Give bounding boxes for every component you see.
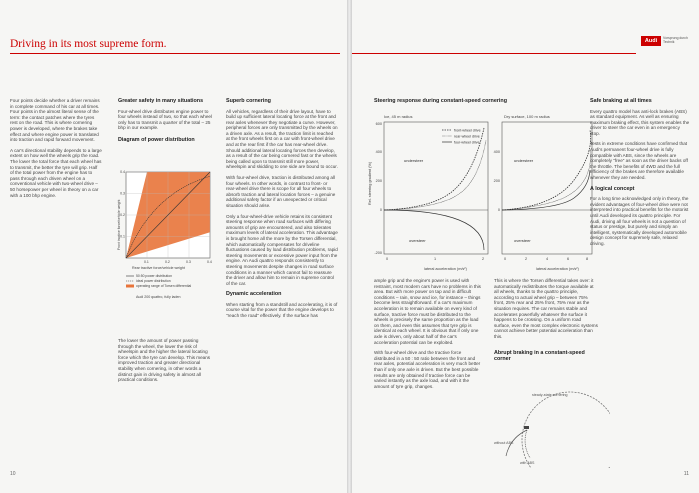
- paragraph: Tests in extreme conditions have confirmed that Audi's permanent four-wheel drive is fully compatible with ABS, since the wheels are completely "free" as soon as the driver backs off the throttle. The benefits of 4WD and the full efficiency of the brakes are therefore available whenever they are needed.: [590, 141, 688, 181]
- paragraph: With four-wheel drive and the tractive force distributed in a 50 : 50 ratio between the front and rear axles, potential acceleration is very much better than if only one axle is driven. But the best possible results are only obtained if tractive force can be varied instantly as the axle load, and with it the amount of tyre grip, changes.: [374, 350, 481, 389]
- graph-heading-block: [374, 98, 524, 109]
- legend-ideal: ideal power distribution: [136, 279, 171, 284]
- y-axis-label: Front tractive force/vehicle weight: [117, 199, 121, 250]
- power-distribution-diagram: [116, 162, 216, 340]
- x-tick-label: 0.2: [165, 260, 170, 264]
- section-heading: A logical concept: [590, 185, 635, 192]
- x-tick: 0: [504, 257, 507, 261]
- left-col-2-lower: [118, 338, 214, 388]
- section-heading: Abrupt braking in a constant-speed corner: [494, 349, 585, 363]
- circle-label-with: with ABS: [520, 461, 535, 465]
- braking-circle-diagram: [490, 378, 610, 468]
- left-col-3: [226, 98, 338, 324]
- legend-fwd: front-wheel drive: [454, 128, 481, 133]
- y-tick: 0: [497, 208, 500, 212]
- curve-fwd-right: [502, 130, 591, 210]
- right-col-1: [374, 278, 482, 394]
- section-heading: Superb cornering: [226, 98, 271, 104]
- x-axis-label: lateral acceleration (m/s²): [424, 267, 467, 271]
- y-tick: 0: [379, 208, 382, 212]
- right-col-3: [590, 98, 690, 251]
- right-panel-frame: [502, 122, 592, 254]
- right-subtitle: Dry surface, 100 m radius: [504, 114, 550, 119]
- title-rule: [10, 53, 340, 54]
- paragraph: Every quattro model has anti-lock brakes (ABS) as standard equipment. As well as ensuring maximum braking effect, this system enables the driver to steer the car even in an emergency stop.: [590, 108, 690, 136]
- audi-logo: [641, 36, 691, 52]
- understeer-label: understeer: [514, 158, 534, 163]
- oversteer-label: oversteer: [514, 238, 531, 243]
- steering-response-graph: [364, 110, 594, 275]
- left-page: [0, 0, 347, 493]
- x-tick: 4: [546, 257, 549, 261]
- oversteer-label: oversteer: [409, 238, 426, 243]
- understeer-label: understeer: [404, 158, 424, 163]
- paragraph: With four-wheel drive, traction is distributed among all four wheels. In other words, in contrast to front- or rear-wheel drive there is scope for all four wheels to absorb traction and lateral location forces – a genuine additional safety factor if an unexpected or critical situation should arise.: [226, 175, 336, 208]
- legend-4wd: four-wheel drive: [454, 140, 480, 145]
- paragraph: This is where the Torsen differential takes over: it automatically redistributes the torque available at all wheels, thanks to the quattro principle, according to actual wheel grip – between 75% front, 25% rear and 25% front, 75% rear as the situation requires. The car remains stable and accelerates powerfully whatever the surface it happens to be crossing. On a uniform road surface, even the most complex electronic systems cannot achieve better potential acceleration than this.: [494, 278, 598, 339]
- logo-slogan: Vorsprung durch Technik: [663, 36, 688, 45]
- paragraph: Four points decide whether a driver remains in complete command of his car at all times. Four points in the almost literal sense of the term: the contact patches where the tyres rest on the road. This is where cornering power is developed, where the brakes take effect and where engine power is translated into traction and rapid forward movement.: [10, 98, 100, 143]
- x-tick-label: 0.4: [207, 260, 212, 264]
- x-tick: 1: [434, 257, 437, 261]
- x-tick-label: 0.1: [144, 260, 149, 264]
- paragraph: When starting from a standstill and accelerating, it is of course vital for the power that the engine develops to "reach the road" effectively. If the surface has: [226, 301, 338, 318]
- page-title: Driving in its most supreme form.: [10, 38, 167, 50]
- legend-50-50: 50:50 power distribution: [136, 274, 173, 279]
- x-tick-label: 0.3: [186, 260, 191, 264]
- logo-badge: Audi: [641, 36, 661, 46]
- legend-rwd: rear-wheel drive: [454, 134, 480, 139]
- x-tick: 2: [482, 257, 485, 261]
- x-tick: 2: [525, 257, 528, 261]
- legend-swatch-torsen: [126, 285, 134, 288]
- circle-label-without: without ABS: [494, 441, 514, 445]
- x-axis-label: lateral acceleration (m/s²): [536, 267, 579, 271]
- cornering-circle: [522, 392, 610, 468]
- left-col-2: [118, 98, 214, 147]
- right-col-2: [494, 278, 598, 367]
- page-number: 10: [10, 471, 16, 477]
- y-tick-label: 0.4: [120, 170, 125, 174]
- y-tick: -200: [374, 251, 382, 255]
- x-tick: 8: [586, 257, 589, 261]
- y-tick-label: 0.3: [120, 191, 125, 196]
- paragraph: Only a four-wheel-drive vehicle retains its consistent steering response when road surfaces with differing amounts of grip are encountered, and also tolerates maximum levels of lateral acceleration. This advantage is brought home all the more by the Torsen differential, which automatically compensates for driveline fluctuations caused by load distribution problems, rapid steering movements or excessive power input from the engine. An Audi quattro responds consistently to steering movements despite changes in road surface conditions in a manner which cannot fail to reassure the driver and allow him to remain in supreme control of the car.: [226, 213, 338, 286]
- section-heading: Greater safety in many situations: [118, 98, 204, 104]
- y-tick: 200: [375, 179, 382, 183]
- y-tick-label: 0.1: [120, 234, 125, 239]
- paragraph: Four-wheel drive distributes engine power to four wheels instead of two, so that each wheel only has to transmit a quarter of the total – 25 bhp in our example.: [118, 108, 212, 131]
- section-heading: Dynamic acceleration: [226, 291, 282, 298]
- right-page: [352, 0, 699, 493]
- paragraph: A car's directional stability depends to a large extent on how well the wheels grip the road. The lower the total force that each wheel has to transmit, the better the tyre will grip. Half of the total power from the engine has to pass through each driven wheel on a conventional vehicle with two-wheel drive – 50 horsepower per wheel in theory on a car with a 100 bhp engine.: [10, 147, 102, 198]
- diagram-caption: Audi 200 quattro, fully laden: [136, 295, 181, 299]
- x-tick: 0: [386, 257, 389, 261]
- y-tick: 600: [375, 122, 382, 126]
- diagram-title: Diagram of power distribution: [118, 136, 195, 143]
- y-tick: 400: [375, 150, 382, 154]
- y-tick: 200: [493, 179, 500, 183]
- paragraph: For a long time acknowledged only in theory, the evident advantages of four-wheel drive were not interpreted into practical benefits for the motorist until Audi developed its quattro principle. For Audi, driving all four wheels is not a question of status or prestige, but purely and simply an intelligent, systematically developed automobile design concept for supremely safe, relaxed driving.: [590, 196, 689, 246]
- x-tick: 6: [567, 257, 570, 261]
- curve-rwd-left: [384, 140, 486, 210]
- y-tick: 400: [493, 150, 500, 154]
- with-abs-path: [525, 430, 530, 458]
- left-subtitle: Ice, 45 m radius: [384, 114, 413, 119]
- y-axis-label: Rel. steering gradient (%): [368, 161, 372, 205]
- legend-torsen: operating range of Torsen differential: [136, 284, 192, 289]
- title-rule: [352, 53, 636, 54]
- left-col-1: [10, 98, 102, 203]
- curve-4wd-left: [384, 210, 484, 250]
- car-icon: [524, 426, 529, 429]
- section-heading: Safe braking at all times: [590, 98, 652, 104]
- paragraph: ample grip and the engine's power is used with restraint, most modern cars have no problems in this area. But with more power on tap and in difficult conditions – rain, snow and ice, for instance – things become less straightforward. If a car's maximum acceleration is to remain available on every kind of surface, tractive force must be distributed to the wheels in precisely the same proportion as the load on them, and even this assumes that tyre grip is identical at each wheel. It is obvious that if only one axle is driven, only about half of the car's acceleration potential can be exploited.: [374, 278, 481, 345]
- paragraph: The lower the amount of power passing through the wheel, the lower the risk of wheelspin and the higher the lateral locating force which the tyre can develop. This means improved traction and greater directional stability when cornering, in other words a distinct gain in driving safety in almost all practical conditions.: [118, 338, 211, 383]
- paragraph: All vehicles, regardless of their drive layout, have to build up sufficient lateral locating force at the front and rear axles whenever they negotiate a curve. However, peripheral forces are only transmitted by the wheels on a driven axle. As a result, the traction limit is reached at the front wheels first on a car with front-wheel drive and at the rear first if the car has rear-wheel drive. Should additional lateral locating forces then develop, as a result of the car being cornered fast or the wheels being called upon to transmit still more power, wheelspin and skidding to one side are bound to occur.: [226, 108, 338, 170]
- x-axis-label: Rear tractive force/vehicle weight: [132, 266, 185, 270]
- page-number: 11: [683, 471, 689, 477]
- circle-label-top: steady-state cornering: [532, 393, 568, 397]
- y-tick-label: 0.2: [120, 213, 125, 217]
- graph-title: Steering response during constant-speed cornering: [374, 98, 507, 104]
